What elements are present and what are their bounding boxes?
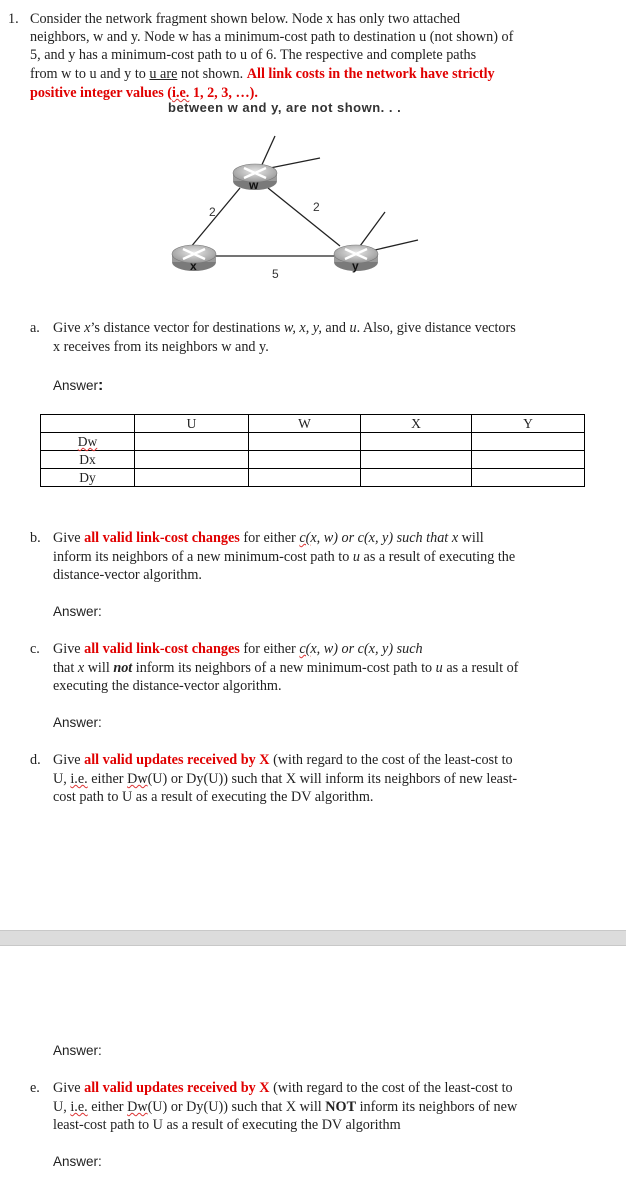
part-b-line-2: inform its neighbors of a new minimum-cost path to u as a result of executing the [53,549,516,565]
link-y-external-2 [375,240,418,250]
part-b-line-1: Give all valid link-cost changes for either c(x, w) or c(x, y) such that x will [53,530,484,546]
table-row [41,469,585,487]
table-cell[interactable] [135,433,249,451]
table-row [41,433,585,451]
part-b-line-3: distance-vector algorithm. [53,567,202,583]
node-x-label: x [190,259,197,273]
part-a-answer-label: Answer: [53,377,104,394]
table-cell[interactable] [472,433,585,451]
cost-x-y-label: 5 [272,267,279,281]
table-cell[interactable] [472,451,585,469]
part-d-line-1: Give all valid updates received by X (with regard to the cost of the least-cost to [53,752,513,768]
row-label-dw: Dw [41,433,135,451]
part-c-line-3: executing the distance-vector algorithm. [53,678,282,694]
part-a-line-2: x receives from its neighbors w and y. [53,339,269,355]
question-text-line-1: Consider the network fragment shown below. Node x has only two attached [30,11,461,27]
table-cell[interactable] [135,451,249,469]
part-d-line-3: cost path to U as a result of executing the DV algorithm. [53,789,374,805]
table-cell[interactable] [249,451,361,469]
question-text-line-2: neighbors, w and y. Node w has a minimum-cost path to destination u (not shown) of [30,29,514,45]
table-cell[interactable] [135,469,249,487]
table-cell[interactable] [472,469,585,487]
table-row [41,451,585,469]
part-e-answer-label: Answer: [53,1154,102,1169]
node-y-label: y [352,259,359,273]
page-break-separator [0,930,626,946]
table-cell[interactable] [361,469,472,487]
link-y-external [360,212,385,246]
part-a-line-1: Give x’s distance vector for destinations w, x, y, and u. Also, give distance vectors [53,320,516,336]
link-w-external-2 [270,158,320,168]
table-cell[interactable] [249,469,361,487]
part-d-line-2: U, i.e. either Dw(U) or Dy(U)) such that X will inform its neighbors of new least- [53,771,518,787]
table-header-y: Y [472,415,585,433]
table-header-row [41,415,585,433]
table-header-x: X [361,415,472,433]
table-header-w: W [249,415,361,433]
cutoff-text-strip: between w and y, are not shown. . . [168,100,402,115]
table-header-corner [41,415,135,433]
table-cell[interactable] [361,451,472,469]
node-w-label: w [249,178,259,192]
part-e-line-3: least-cost path to U as a result of executing the DV algorithm [53,1117,401,1133]
question-text-line-4: from w to u and y to u are not shown. All link costs in the network have strictly [30,66,495,82]
table-cell[interactable] [361,433,472,451]
part-d-letter: d. [30,752,41,768]
row-label-dx: Dx [41,451,135,469]
row-label-dy: Dy [41,469,135,487]
part-c-line-1: Give all valid link-cost changes for either c(x, w) or c(x, y) such [53,641,423,657]
part-c-letter: c. [30,641,40,657]
question-text-line-3: 5, and y has a minimum-cost path to u of 6. The respective and complete paths [30,47,477,63]
part-e-line-1: Give all valid updates received by X (with regard to the cost of the least-cost to [53,1080,513,1096]
part-d-answer-label: Answer: [53,1043,102,1058]
part-a-letter: a. [30,320,40,336]
question-text-line-5: positive integer values (i.e. 1, 2, 3, …). [30,85,258,101]
table-header-u: U [135,415,249,433]
part-c-answer-label: Answer: [53,715,102,730]
part-e-letter: e. [30,1080,40,1096]
question-number: 1. [8,11,19,27]
part-c-line-2: that x will not inform its neighbors of a new minimum-cost path to u as a result of [53,660,519,676]
part-e-line-2: U, i.e. either Dw(U) or Dy(U)) such that X will NOT inform its neighbors of new [53,1099,518,1115]
cost-x-w-label: 2 [209,205,216,219]
cost-w-y-label: 2 [313,200,320,214]
distance-vector-table [40,414,585,487]
part-b-letter: b. [30,530,41,546]
table-cell[interactable] [249,433,361,451]
link-w-y [268,188,340,246]
network-diagram [160,118,430,288]
part-b-answer-label: Answer: [53,604,102,619]
